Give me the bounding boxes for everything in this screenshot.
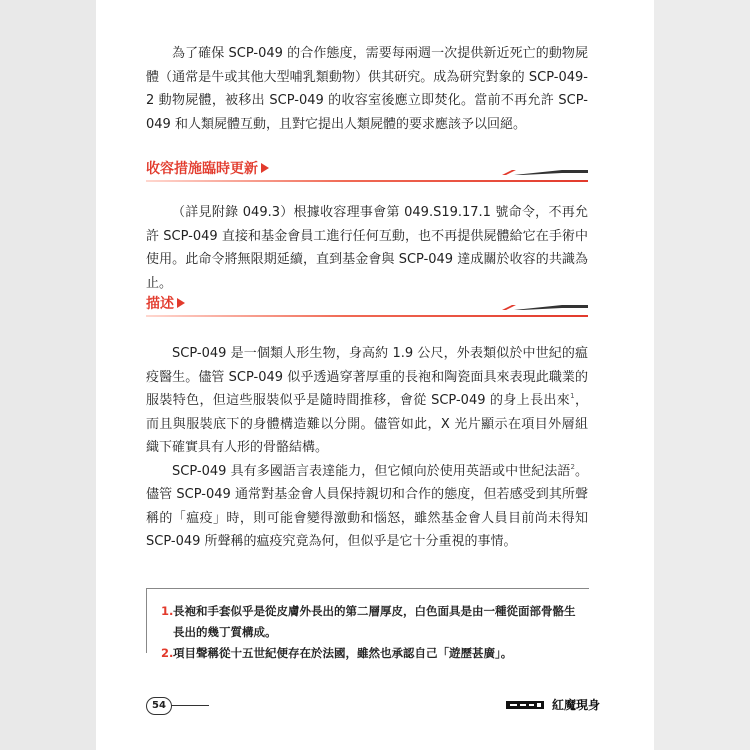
- folio-rule: [171, 705, 209, 706]
- page-number: 54: [146, 697, 172, 715]
- series-logo-icon: [506, 699, 544, 711]
- description-paragraph-2: SCP-049 具有多國語言表達能力，但它傾向於使用英語或中世紀法語$^2$。儘管 SCP-049 通常對基金會人員保持親切和合作的態度，但若感受到其所聲稱的「瘟疫」時，則可能會變得激動和惱怒，雖然基金會人員目前尚未得知 SCP-049 所聲稱的瘟疫究竟為何，但似乎是它十分重視的事情。: [146, 462, 588, 549]
- section-rule: [146, 315, 588, 317]
- section-heading-containment-update: [146, 159, 588, 181]
- footnote-item: 1. 長袍和手套似乎是從皮膚外長出的第二層厚皮，白色面具是由一種從面部骨骼生長出的幾丁質構成。: [161, 604, 576, 639]
- section-title: 描述: [146, 294, 185, 314]
- intro-paragraph: 為了確保 SCP-049 的合作態度，需要每兩週一次提供新近死亡的動物屍體（通常是牛或其他大型哺乳類動物）供其研究。成為研究對象的 SCP-049-2 動物屍體，被移出 SCP-049 的收容室後應立即焚化。當前不再允許 SCP-049 和人類屍體互動，且對它提出人類屍體的要求應該予以回絕。: [146, 46, 588, 132]
- stripe-decoration-icon: [502, 169, 588, 177]
- section-title: 收容措施臨時更新: [146, 159, 269, 179]
- section-heading-description: [146, 294, 588, 316]
- book-title: 紅魔現身: [552, 698, 601, 712]
- containment-update-paragraph: （詳見附錄 049.3）根據收容理事會第 049.S19.17.1 號命令，不再允許 SCP-049 直接和基金會員工進行任何互動，也不再提供屍體給它在手術中使用。此命令將無限期延續，直到基金會與 SCP-049 達成關於收容的共識為止。: [146, 205, 588, 291]
- section-rule: [146, 180, 588, 182]
- page-gutter: [654, 0, 750, 750]
- footnote-ref: 2: [570, 462, 575, 471]
- footnote-item: 2. 項目聲稱從十五世紀便存在於法國，雖然也承認自己「遊歷甚廣」。: [161, 646, 513, 660]
- footnotes-box: [146, 588, 589, 660]
- stripe-decoration-icon: [502, 304, 588, 312]
- play-arrow-icon: [177, 298, 185, 308]
- description-text: [146, 342, 588, 554]
- footnote-ref: 1: [570, 392, 575, 400]
- description-paragraph-1: SCP-049 是一個類人形生物，身高約 1.9 公尺，外表類似於中世紀的瘟疫醫生。儘管 SCP-049 似乎透過穿著厚重的長袍和陶瓷面具來表現此職業的服裝特色，但這些服裝似乎是隨時間推移，會從 SCP-049 的身上長出來$^1$，而且與服裝底下的身體構造難以分開。儘管如此，X 光片顯示在項目外層組織下確實具有人形的骨骼結構。: [146, 346, 588, 455]
- play-arrow-icon: [261, 163, 269, 173]
